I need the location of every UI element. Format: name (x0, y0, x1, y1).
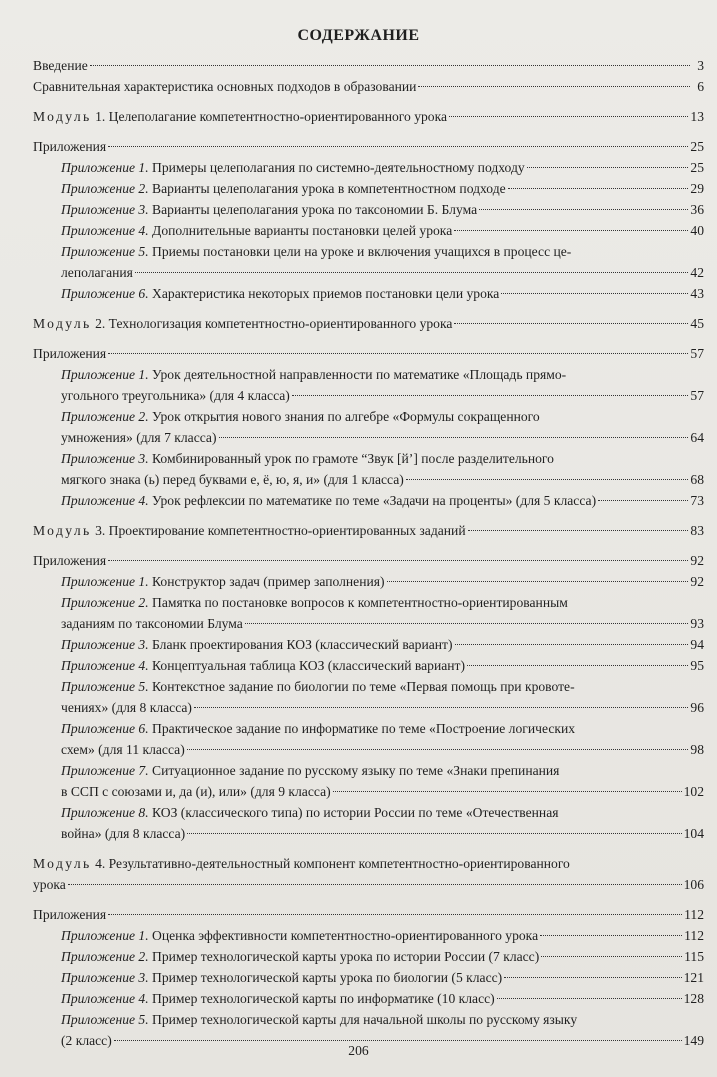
toc-page-number: 115 (684, 949, 704, 964)
appendix-label: Приложение 3. (61, 202, 149, 217)
toc-entry-text: Приложение 1. Конструктор задач (пример заполнения) (61, 574, 385, 589)
dot-leader (90, 65, 690, 66)
dot-leader (292, 395, 689, 396)
module-label: Модуль (33, 316, 92, 331)
toc-page-number: 68 (690, 472, 704, 487)
toc-entry-text: Приложения (33, 553, 107, 568)
toc-entry-text: урока (33, 877, 66, 892)
toc-page-number: 112 (684, 928, 704, 943)
dot-leader (468, 530, 689, 531)
toc-page-number: 25 (690, 160, 704, 175)
appendix-label: Приложение 6. (61, 286, 149, 301)
toc-entry-text: Модуль 3. Проектирование компетентностно-ориентированных заданий (33, 523, 466, 538)
toc-page-number: 25 (690, 139, 704, 154)
toc-entry-text: Приложение 4. Урок рефлексии по математике по теме «Задачи на проценты» (для 5 класса) (61, 493, 597, 508)
toc-page-number: 95 (690, 658, 704, 673)
dot-leader (454, 230, 688, 231)
appendix-label: Приложение 1. (61, 928, 149, 943)
appendix-label: Приложение 8. (61, 805, 149, 820)
toc-entry (33, 448, 704, 490)
dot-leader (187, 833, 681, 834)
dot-leader (455, 644, 689, 645)
toc-page-number: 94 (690, 637, 704, 652)
toc-entry (33, 406, 704, 448)
toc-entry (33, 571, 704, 592)
appendix-label: Приложение 2. (61, 595, 149, 610)
toc-page-number: 112 (684, 907, 704, 922)
dot-leader (541, 956, 682, 957)
toc-entry-text: Приложение 5. Пример технологической карты для начальной школы по русскому языку (61, 1012, 578, 1027)
dot-leader (219, 437, 689, 438)
toc-entry-text: Приложение 8. КОЗ (классического типа) по истории России по теме «Отечественная (61, 805, 559, 820)
toc-entry-text: Приложение 3. Комбинированный урок по грамоте “Звук [й’] после разделительного (61, 451, 554, 466)
dot-leader (333, 791, 682, 792)
toc-page-number: 73 (690, 493, 704, 508)
toc-entry-text: Приложение 3. Бланк проектирования КОЗ (классический вариант) (61, 637, 453, 652)
toc-entry-text: леполагания (61, 265, 133, 280)
appendix-label: Приложение 5. (61, 244, 149, 259)
toc-entry-text: мягкого знака (ь) перед буквами е, ё, ю, я, и» (для 1 класса) (61, 472, 404, 487)
module-label: Модуль (33, 523, 92, 538)
toc-entry-text: умножения» (для 7 класса) (61, 430, 217, 445)
toc-page-number: 149 (683, 1033, 704, 1048)
toc-entry (33, 157, 704, 178)
toc-entry (33, 106, 704, 127)
toc-entry-text: Приложение 2. Варианты целеполагания урока в компетентностном подходе (61, 181, 506, 196)
toc-entry (33, 946, 704, 967)
appendix-label: Приложение 3. (61, 451, 149, 466)
toc-page-number: 96 (690, 700, 704, 715)
toc-entry-text: Приложение 5. Приемы постановки цели на уроке и включения учащихся в процесс це- (61, 244, 572, 259)
toc-entry (33, 853, 704, 895)
toc-page-number: 128 (683, 991, 704, 1006)
dot-leader (467, 665, 688, 666)
toc-entry-text: Приложение 2. Памятка по постановке вопросов к компетентностно-ориентированным (61, 595, 568, 610)
toc-page-number: 98 (690, 742, 704, 757)
toc-entry (33, 364, 704, 406)
toc-entry-text: Приложение 2. Пример технологической карты урока по истории России (7 класс) (61, 949, 540, 964)
page-title: СОДЕРЖАНИЕ (297, 27, 420, 44)
dot-leader (187, 749, 689, 750)
dot-leader (108, 560, 688, 561)
dot-leader (114, 1040, 682, 1041)
toc-entry-text: угольного треугольника» (для 4 класса) (61, 388, 290, 403)
appendix-label: Приложение 2. (61, 181, 149, 196)
toc-entry (33, 520, 704, 541)
toc-entry-text: Введение (33, 58, 88, 73)
toc-page-number: 93 (690, 616, 704, 631)
toc-page-number: 42 (690, 265, 704, 280)
dot-leader (387, 581, 689, 582)
toc-entry (33, 718, 704, 760)
toc-entry (33, 634, 704, 655)
dot-leader (508, 188, 689, 189)
toc-entry-text: Приложение 1. Урок деятельностной направленности по математике «Площадь прямо- (61, 367, 567, 382)
toc-entry (33, 760, 704, 802)
appendix-label: Приложение 3. (61, 637, 149, 652)
toc-page-number: 36 (690, 202, 704, 217)
toc-entry-text: Приложение 4. Пример технологической карты по информатике (10 класс) (61, 991, 495, 1006)
dot-leader (406, 479, 689, 480)
dot-leader (135, 272, 688, 273)
dot-leader (108, 353, 688, 354)
page-number: 206 (348, 1043, 369, 1058)
toc-entry-text: Сравнительная характеристика основных подходов в образовании (33, 79, 417, 94)
toc-page-number: 13 (690, 109, 704, 124)
toc-entry (33, 967, 704, 988)
appendix-label: Приложение 5. (61, 1012, 149, 1027)
toc-entry-text: Приложение 1. Примеры целеполагания по системно-деятельностному подходу (61, 160, 525, 175)
dot-leader (108, 914, 682, 915)
module-label: Модуль (33, 109, 92, 124)
toc-entry-text: Приложение 5. Контекстное задание по биологии по теме «Первая помощь при кровоте- (61, 679, 575, 694)
toc-entry-text: Приложение 1. Оценка эффективности компетентностно-ориентированного урока (61, 928, 539, 943)
toc-entry-text: Модуль 1. Целеполагание компетентностно-ориентированного урока (33, 109, 448, 124)
toc-page-number: 6 (697, 79, 704, 94)
toc-entry (33, 988, 704, 1009)
appendix-label: Приложение 4. (61, 493, 149, 508)
toc-page-number: 29 (690, 181, 704, 196)
module-label: Модуль (33, 856, 92, 871)
toc-page-number: 64 (690, 430, 704, 445)
toc-page-number: 104 (683, 826, 704, 841)
toc-entry (33, 802, 704, 844)
appendix-label: Приложение 2. (61, 949, 149, 964)
toc-entry-text: схем» (для 11 класса) (61, 742, 185, 757)
toc-entry-text: Приложение 4. Дополнительные варианты постановки целей урока (61, 223, 453, 238)
toc-page-number: 92 (690, 574, 704, 589)
toc-entry-text: Приложение 6. Характеристика некоторых приемов постановки цели урока (61, 286, 500, 301)
toc-entry (33, 55, 704, 76)
appendix-label: Приложение 1. (61, 574, 149, 589)
toc-entry (33, 136, 704, 157)
toc-entry-text: Приложения (33, 907, 107, 922)
toc-entry-text: Модуль 2. Технологизация компетентностно-ориентированного урока (33, 316, 453, 331)
toc-page-number: 57 (690, 346, 704, 361)
toc-entry-text: в ССП с союзами и, да (и), или» (для 9 класса) (61, 784, 331, 799)
toc-entry-text: Приложение 3. Пример технологической карты урока по биологии (5 класс) (61, 970, 503, 985)
toc-page-number: 57 (690, 388, 704, 403)
appendix-label: Приложение 4. (61, 223, 149, 238)
toc-entry-text: Приложение 4. Концептуальная таблица КОЗ (классический вариант) (61, 658, 466, 673)
toc-entry (33, 76, 704, 97)
dot-leader (598, 500, 688, 501)
toc-entry (33, 199, 704, 220)
toc-entry-text: Приложение 2. Урок открытия нового знания по алгебре «Формулы сокращенного (61, 409, 540, 424)
toc-entry-text: Приложения (33, 346, 107, 361)
dot-leader (504, 977, 681, 978)
toc-entry (33, 490, 704, 511)
toc-entry (33, 343, 704, 364)
toc-page-number: 106 (683, 877, 704, 892)
appendix-label: Приложение 1. (61, 367, 149, 382)
toc-entry-text: (2 класс) (61, 1033, 112, 1048)
appendix-label: Приложение 5. (61, 679, 149, 694)
toc-entry (33, 313, 704, 334)
dot-leader (108, 146, 688, 147)
toc-entry (33, 676, 704, 718)
toc-entry-text: Приложение 6. Практическое задание по информатике по теме «Построение логических (61, 721, 576, 736)
dot-leader (194, 707, 688, 708)
dot-leader (540, 935, 682, 936)
toc-entry (33, 178, 704, 199)
dot-leader (245, 623, 689, 624)
toc-entry-text: Приложение 7. Ситуационное задание по русскому языку по теме «Знаки препинания (61, 763, 560, 778)
dot-leader (418, 86, 690, 87)
toc-page-number: 43 (690, 286, 704, 301)
toc-entry-text: чениях» (для 8 класса) (61, 700, 192, 715)
toc-entry-text: Приложения (33, 139, 107, 154)
toc-page-number: 3 (697, 58, 704, 73)
toc-entry (33, 655, 704, 676)
dot-leader (501, 293, 688, 294)
dot-leader (479, 209, 688, 210)
appendix-label: Приложение 4. (61, 991, 149, 1006)
toc-entry-text: Приложение 3. Варианты целеполагания урока по таксономии Б. Блума (61, 202, 478, 217)
appendix-label: Приложение 1. (61, 160, 149, 175)
toc-entry (33, 925, 704, 946)
appendix-label: Приложение 2. (61, 409, 149, 424)
appendix-label: Приложение 6. (61, 721, 149, 736)
toc-page-number: 121 (683, 970, 704, 985)
toc-entry (33, 283, 704, 304)
toc-entry-text: война» (для 8 класса) (61, 826, 186, 841)
toc-page-number: 83 (690, 523, 704, 538)
table-of-contents (33, 55, 704, 1051)
dot-leader (454, 323, 688, 324)
appendix-label: Приложение 4. (61, 658, 149, 673)
toc-entry (33, 220, 704, 241)
toc-entry (33, 550, 704, 571)
appendix-label: Приложение 3. (61, 970, 149, 985)
toc-page-number: 102 (683, 784, 704, 799)
dot-leader (527, 167, 689, 168)
toc-entry-text: заданиям по таксономии Блума (61, 616, 243, 631)
toc-page-number: 92 (690, 553, 704, 568)
toc-entry-text: Модуль 4. Результативно-деятельностный компонент компетентностно-ориентированного (33, 856, 570, 871)
toc-page-number: 40 (690, 223, 704, 238)
appendix-label: Приложение 7. (61, 763, 149, 778)
dot-leader (497, 998, 682, 999)
toc-entry (33, 241, 704, 283)
dot-leader (449, 116, 688, 117)
dot-leader (68, 884, 682, 885)
toc-entry (33, 904, 704, 925)
toc-entry (33, 592, 704, 634)
toc-page-number: 45 (690, 316, 704, 331)
